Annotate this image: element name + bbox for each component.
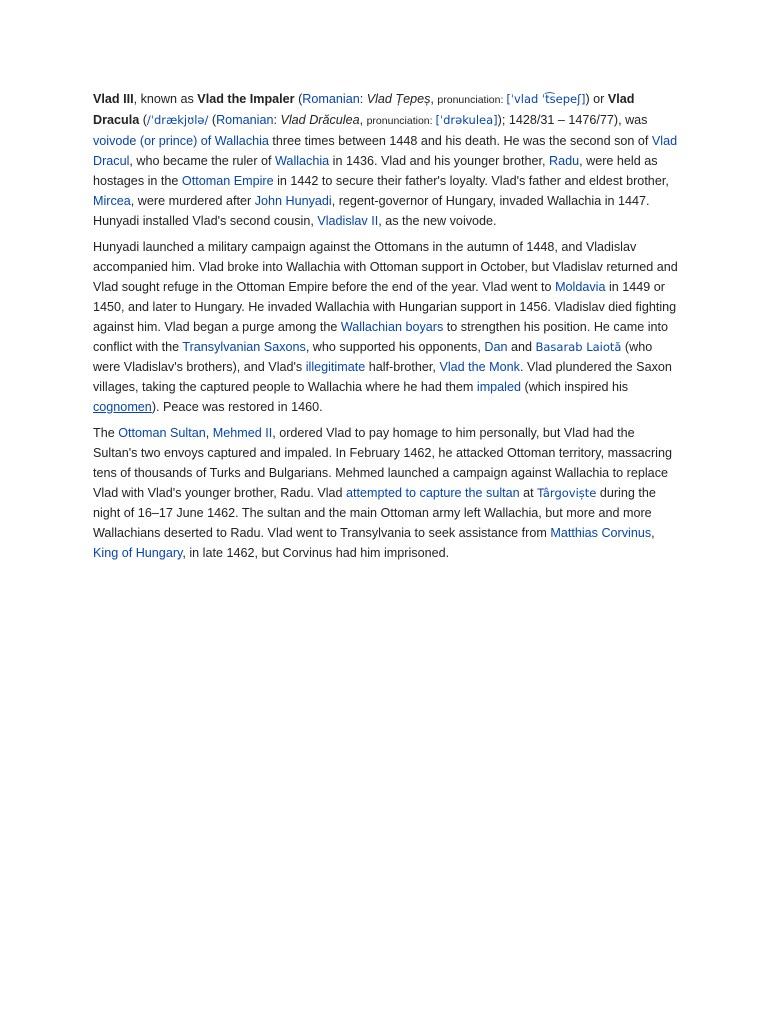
text-run: , were murdered after <box>130 194 255 208</box>
text-run: (who were Vladislav's brothers), and Vlad's <box>93 340 653 374</box>
link-wallachia[interactable]: Wallachia <box>275 154 330 168</box>
link-impaled[interactable]: impaled <box>476 380 521 394</box>
text-run: ). Peace was restored in 1460. <box>151 400 323 414</box>
text-run: ( <box>294 92 303 106</box>
link-mircea[interactable]: Mircea <box>93 194 131 208</box>
link-vladislav-ii[interactable]: Vladislav II <box>317 214 379 228</box>
link-basarab-laiota[interactable]: Basarab Laiotă <box>535 340 622 354</box>
link-romanian[interactable]: Romanian <box>302 92 360 106</box>
article-body <box>93 89 679 569</box>
text-run: , <box>205 426 213 440</box>
text-run: ) or <box>585 92 608 106</box>
text-run: , in late 1462, but Corvinus had him imprisoned. <box>182 546 450 560</box>
pronunciation-label: pronunciation: <box>366 115 436 127</box>
text-run: (which inspired his <box>521 380 629 394</box>
link-dr-kj-l[interactable]: /ˈdrækjʊlə/ <box>146 113 209 127</box>
text-run: ); 1428/31 – 1476/77), was <box>497 113 648 127</box>
link-targoviste[interactable]: Târgoviște <box>537 486 597 500</box>
text-run: , ordered Vlad to pay homage to him personally, but Vlad had the Sultan's two envoys captured and impaled. In February 1462, he attacked Ottoman territory, massacring tens of thousands of Turks and Bulgarians. Mehmed launched a campaign against Wallachia to replace Vlad with Vlad's younger brother, Radu. Vlad <box>93 426 672 500</box>
link-moldavia[interactable]: Moldavia <box>555 280 606 294</box>
text-run: to strengthen his position. He came into conflict with the <box>93 320 669 354</box>
text-run: The <box>93 426 119 440</box>
text-run: , <box>430 92 438 106</box>
link-illegitimate[interactable]: illegitimate <box>305 360 366 374</box>
link-transylvanian-saxons[interactable]: Transylvanian Saxons <box>182 340 306 354</box>
text-run: , who became the ruler of <box>129 154 276 168</box>
text-run: half-brother, <box>365 360 440 374</box>
bold-term: Vlad III <box>93 92 134 106</box>
bold-term: Vlad Dracula <box>93 92 635 127</box>
paragraph-3 <box>93 423 679 563</box>
link-vlad-tsepe[interactable]: [ˈvlad ˈt͡sepeʃ] <box>506 92 586 106</box>
text-run: ( <box>139 113 147 127</box>
link-mehmed-ii[interactable]: Mehmed II <box>212 426 273 440</box>
link-matthias-corvinus[interactable]: Matthias Corvinus <box>550 526 652 540</box>
text-run: three times between 1448 and his death. He was the second son of <box>268 134 652 148</box>
link-romanian[interactable]: Romanian <box>216 113 274 127</box>
italic-term: Vlad Țepeș <box>366 92 431 106</box>
link-john-hunyadi[interactable]: John Hunyadi <box>254 194 332 208</box>
bold-term: Vlad the Impaler <box>197 92 295 106</box>
text-run: , as the new voivode. <box>378 214 497 228</box>
link-dr-kulea[interactable]: [ˈdrəkulea] <box>435 113 498 127</box>
link-wallachian-boyars[interactable]: Wallachian boyars <box>340 320 444 334</box>
text-run: . Vlad plundered the Saxon villages, taking the captured people to Wallachia where he had them <box>93 360 672 394</box>
text-run: : <box>273 113 281 127</box>
link-ottoman-sultan[interactable]: Ottoman Sultan <box>118 426 206 440</box>
text-run: : <box>359 92 367 106</box>
link-attempted-to-capture-the-sultan[interactable]: attempted to capture the sultan <box>346 486 520 500</box>
text-run: , who supported his opponents, <box>305 340 485 354</box>
text-run: , were held as hostages in the <box>93 154 658 188</box>
text-run: during the night of 16–17 June 1462. The sultan and the main Ottoman army left Wallachia, but more and more Wallachians deserted to Radu. Vlad went to Transylvania to seek assistance from <box>93 486 656 540</box>
text-run: in 1442 to secure their father's loyalty. Vlad's father and eldest brother, <box>273 174 669 188</box>
text-run: ( <box>208 113 217 127</box>
text-run: , regent-governor of Hungary, invaded Wallachia in 1447. Hunyadi installed Vlad's second cousin, <box>93 194 650 228</box>
text-run: , <box>651 526 655 540</box>
text-run: in 1436. Vlad and his younger brother, <box>329 154 549 168</box>
paragraph-1 <box>93 89 679 231</box>
link-voivode-or-prince-of-wallachia[interactable]: voivode (or prince) of Wallachia <box>93 134 269 148</box>
text-run: at <box>519 486 538 500</box>
text-run: and <box>507 340 536 354</box>
pronunciation-label: pronunciation: <box>437 94 507 106</box>
link-vlad-dracul[interactable]: Vlad Dracul <box>93 134 678 168</box>
paragraph-2 <box>93 237 679 417</box>
link-ottoman-empire[interactable]: Ottoman Empire <box>181 174 274 188</box>
text-run: , known as <box>133 92 198 106</box>
link-vlad-the-monk[interactable]: Vlad the Monk <box>439 360 520 374</box>
text-run: , <box>359 113 367 127</box>
text-run: in 1449 or 1450, and later to Hungary. He invaded Wallachia with Hungarian support in 1456. Vladislav died fighting against him. Vlad began a purge among the <box>93 280 677 334</box>
link-cognomen[interactable]: cognomen <box>93 400 152 414</box>
link-king-of-hungary[interactable]: King of Hungary <box>93 546 183 560</box>
link-dan[interactable]: Dan <box>484 340 508 354</box>
text-run: Hunyadi launched a military campaign against the Ottomans in the autumn of 1448, and Vladislav accompanied him. Vlad broke into Wallachia with Ottoman support in October, but Vladislav returned and Vlad sought refuge in the Ottoman Empire before the end of the year. Vlad went to <box>93 240 678 294</box>
link-radu[interactable]: Radu <box>549 154 580 168</box>
italic-term: Vlad Drăculea <box>280 113 360 127</box>
